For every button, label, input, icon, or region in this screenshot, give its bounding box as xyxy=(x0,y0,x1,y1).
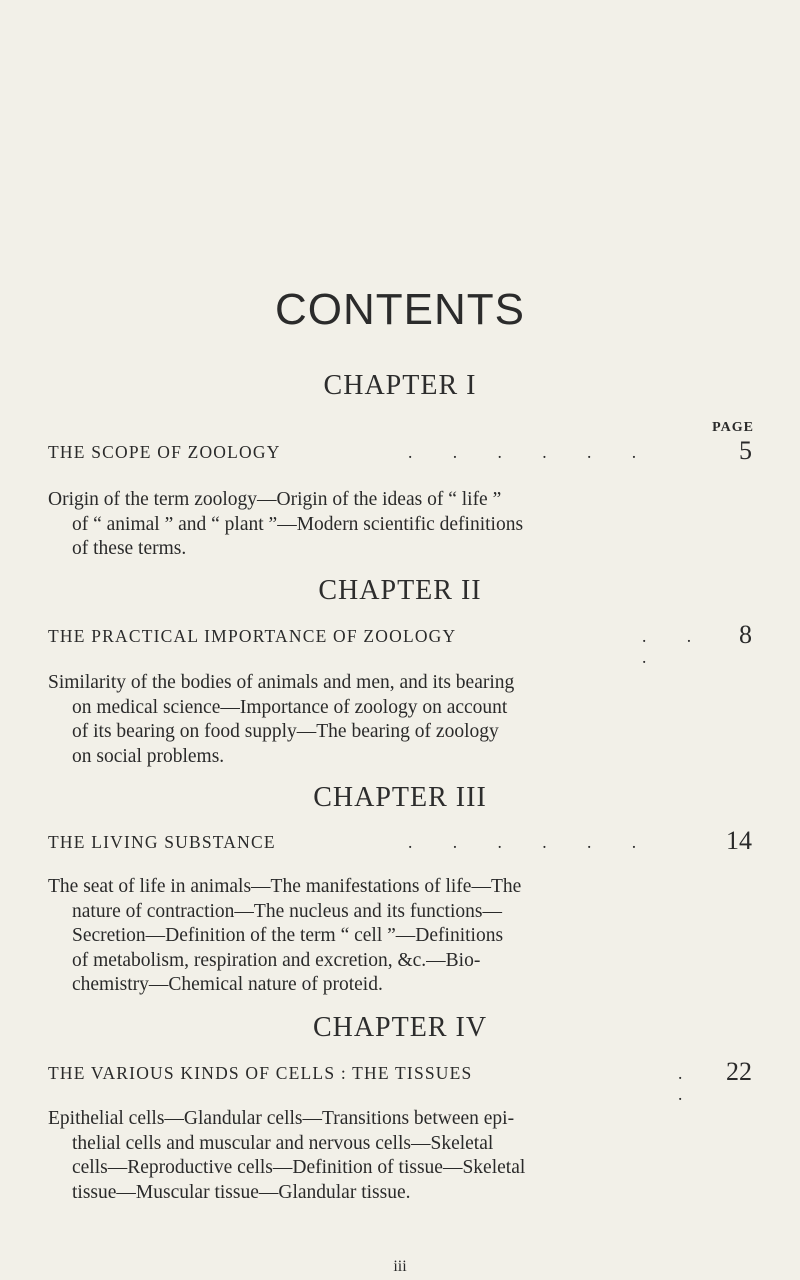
summary-line: of its bearing on food supply—The bearing of zoology xyxy=(72,721,499,742)
chapter-2-leader-dots: . . . xyxy=(642,626,710,667)
chapter-2-entry xyxy=(48,620,752,667)
chapter-1-title: THE SCOPE OF ZOOLOGY xyxy=(48,442,281,462)
chapter-2-title: THE PRACTICAL IMPORTANCE OF ZOOLOGY xyxy=(48,626,457,646)
chapter-2-page: 8 xyxy=(739,620,752,649)
page-folio: iii xyxy=(393,1258,407,1275)
chapter-3-page: 14 xyxy=(726,826,752,855)
summary-line: of these terms. xyxy=(72,538,187,559)
chapter-1-heading: CHAPTER I xyxy=(323,370,477,401)
summary-line: thelial cells and muscular and nervous cells—Skeletal xyxy=(72,1132,494,1154)
chapter-4-heading: CHAPTER IV xyxy=(312,1012,488,1043)
chapter-3-title: THE LIVING SUBSTANCE xyxy=(48,832,276,852)
chapter-1-summary xyxy=(48,488,708,562)
chapter-4-page: 22 xyxy=(726,1057,752,1086)
chapter-3-leader-dots: . . . . . . xyxy=(408,832,655,852)
page-title: CONTENTS xyxy=(275,285,525,334)
summary-line: on medical science—Importance of zoology on account xyxy=(72,696,508,718)
chapter-3-heading: CHAPTER III xyxy=(313,782,487,813)
page-column-label: PAGE xyxy=(712,420,754,435)
chapter-1-entry xyxy=(48,436,752,470)
summary-line: cells—Reproductive cells—Definition of tissue—Skeletal xyxy=(72,1157,526,1178)
summary-line: of metabolism, respiration and excretion, &c.—Bio- xyxy=(72,949,481,971)
summary-line: tissue—Muscular tissue—Glandular tissue. xyxy=(72,1181,411,1203)
chapter-4-summary xyxy=(48,1107,708,1205)
summary-line: Secretion—Definition of the term “ cell ”—Definitions xyxy=(72,925,504,946)
chapter-3-entry xyxy=(48,826,752,860)
summary-line: Similarity of the bodies of animals and men, and its bearing xyxy=(48,672,515,693)
summary-line: nature of contraction—The nucleus and its functions— xyxy=(72,900,502,922)
chapter-1-leader-dots: . . . . . . xyxy=(408,442,655,462)
chapter-2-summary xyxy=(48,671,708,769)
chapter-4-entry xyxy=(48,1057,752,1104)
summary-line: Epithelial cells—Glandular cells—Transitions between epi- xyxy=(48,1108,515,1129)
summary-line: Origin of the term zoology—Origin of the ideas of “ life ” xyxy=(48,489,502,510)
summary-line: on social problems. xyxy=(72,745,225,767)
chapter-4-title: THE VARIOUS KINDS OF CELLS : THE TISSUES xyxy=(48,1063,473,1083)
summary-line: of “ animal ” and “ plant ”—Modern scientific definitions xyxy=(72,513,524,535)
chapter-1-page: 5 xyxy=(739,436,752,465)
chapter-2-heading: CHAPTER II xyxy=(318,575,482,606)
summary-line: The seat of life in animals—The manifestations of life—The xyxy=(48,876,522,897)
chapter-3-summary xyxy=(48,875,708,998)
summary-line: chemistry—Chemical nature of proteid. xyxy=(72,974,383,995)
chapter-4-leader-dots: . . xyxy=(678,1063,701,1104)
